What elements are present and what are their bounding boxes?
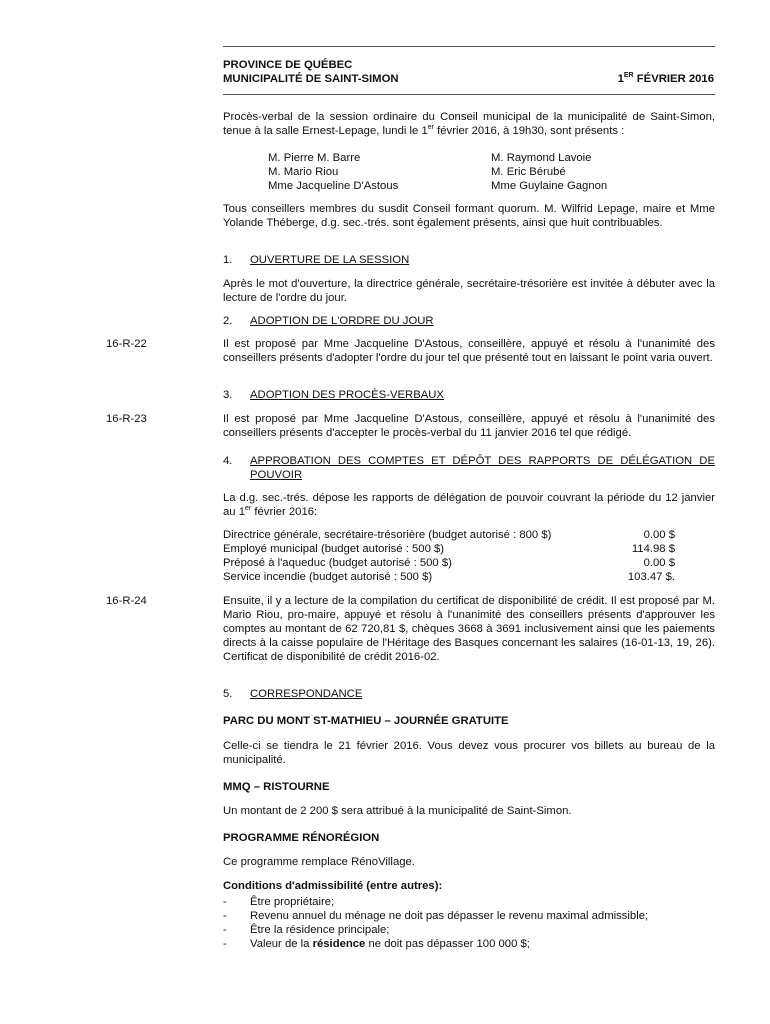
budget-label: Directrice générale, secrétaire-trésorière (budget autorisé : 800 $) [223, 529, 552, 541]
budget-row [223, 542, 675, 556]
session-date: 1ER FÉVRIER 2016 [617, 72, 714, 85]
section-2-title: ADOPTION DE L'ORDRE DU JOUR [250, 315, 434, 327]
present-left-1: M. Pierre M. Barre [268, 152, 361, 164]
budget-amount: 114.98 $ [631, 543, 675, 555]
budget-row [223, 570, 675, 584]
section-4-title: APPROBATION DES COMPTES ET DÉPÔT DES RAPPORTS DE DÉLÉGATION DE POUVOIR [250, 455, 715, 481]
list-item: - Valeur de la résidence ne doit pas dépasser 100 000 $; [223, 938, 530, 950]
dash-bullet: - [223, 896, 227, 908]
renoregion-paragraph: Ce programme remplace RénoVillage. [223, 856, 415, 868]
section-1-number: 1. [223, 254, 233, 266]
resolution-16-r-24-text: Ensuite, il y a lecture de la compilation du certificat de disponibilité de crédit. Il est proposé par M. Mario Riou, pro-maire, appuyé et résolu à l'unanimité des conseillers présents d'approuver les comptes au montant de 62 720,81 $, chèques 3668 à 3691 inclusivement ainsi que les paiements directs à la caisse populaire de l'Héritage des Basques concernant les salaires (16-01-13, 19, 26). Certificat de disponibilité de crédit 2016-02. [223, 595, 715, 663]
top-rule [223, 46, 715, 47]
conditions-list [223, 895, 715, 951]
quorum-paragraph: Tous conseillers membres du susdit Conseil formant quorum. M. Wilfrid Lepage, maire et Mme Yolande Théberge, d.g. sec.-trés. sont également présents, ainsi que huit contribuables. [223, 203, 715, 229]
resolution-16-r-23-text: Il est proposé par Mme Jacqueline D'Astous, conseillère, appuyé et résolu à l'unanimité des conseillers présents d'accepter le procès-verbal du 11 janvier 2016 tel que rédigé. [223, 413, 715, 439]
budget-label: Service incendie (budget autorisé : 500 $) [223, 571, 433, 583]
section-5-title: CORRESPONDANCE [250, 688, 363, 700]
present-right-2: M. Eric Bérubé [491, 166, 566, 178]
present-right-3: Mme Guylaine Gagnon [491, 180, 608, 192]
budget-label: Préposé à l'aqueduc (budget autorisé : 500 $) [223, 557, 452, 569]
section-3-number: 3. [223, 389, 233, 401]
resolution-16-r-24: 16-R-24 [106, 595, 147, 607]
resolution-16-r-23: 16-R-23 [106, 413, 147, 425]
dash-bullet: - [223, 910, 227, 922]
dash-bullet: - [223, 924, 227, 936]
intro-paragraph: Procès-verbal de la session ordinaire du Conseil municipal de la municipalité de Saint-Simon, tenue à la salle Ernest-Lepage, lundi le 1er février 2016, à 19h30, sont présents : [223, 111, 715, 137]
dash-bullet: - [223, 938, 227, 950]
section-3-title: ADOPTION DES PROCÈS-VERBAUX [250, 389, 444, 401]
resolution-16-r-22: 16-R-22 [106, 338, 147, 350]
section-4-text: La d.g. sec.-trés. dépose les rapports de délégation de pouvoir couvrant la période du 12 janvier au 1er février 2016: [223, 492, 715, 518]
budget-amount: 103.47 $. [627, 571, 675, 583]
list-item: - Être propriétaire; [223, 896, 335, 908]
parc-paragraph: Celle-ci se tiendra le 21 février 2016. Vous devez vous procurer vos billets au bureau de la municipalité. [223, 740, 715, 766]
header-rule [223, 94, 715, 95]
mmq-heading: MMQ – RISTOURNE [223, 781, 330, 793]
province-heading: PROVINCE DE QUÉBEC [223, 59, 353, 71]
parc-heading: PARC DU MONT ST-MATHIEU – JOURNÉE GRATUITE [223, 715, 509, 727]
present-right-1: M. Raymond Lavoie [491, 152, 592, 164]
section-2-number: 2. [223, 315, 233, 327]
budget-row [223, 528, 675, 542]
conditions-heading: Conditions d'admissibilité (entre autres): [223, 880, 443, 892]
present-left-2: M. Mario Riou [268, 166, 339, 178]
budget-amount: 0.00 $ [643, 529, 675, 541]
section-4-number: 4. [223, 455, 233, 467]
renoregion-heading: PROGRAMME RÉNORÉGION [223, 832, 380, 844]
resolution-16-r-22-text: Il est proposé par Mme Jacqueline D'Astous, conseillère, appuyé et résolu à l'unanimité des conseillers présents d'adopter l'ordre du jour tel que présenté tout en laissant le point varia ouvert. [223, 338, 715, 364]
section-1-title: OUVERTURE DE LA SESSION [250, 254, 410, 266]
budget-amount: 0.00 $ [643, 557, 675, 569]
section-1-text: Après le mot d'ouverture, la directrice générale, secrétaire-trésorière est invitée à débuter avec la lecture de l'ordre du jour. [223, 278, 715, 304]
present-left-3: Mme Jacqueline D'Astous [268, 180, 399, 192]
list-item: - Revenu annuel du ménage ne doit pas dépasser le revenu maximal admissible; [223, 910, 649, 922]
budget-label: Employé municipal (budget autorisé : 500 $) [223, 543, 445, 555]
list-item: - Être la résidence principale; [223, 924, 390, 936]
section-5-number: 5. [223, 688, 233, 700]
budget-row [223, 556, 675, 570]
mmq-paragraph: Un montant de 2 200 $ sera attribué à la municipalité de Saint-Simon. [223, 805, 572, 817]
municipality-heading: MUNICIPALITÉ DE SAINT-SIMON [223, 73, 399, 85]
